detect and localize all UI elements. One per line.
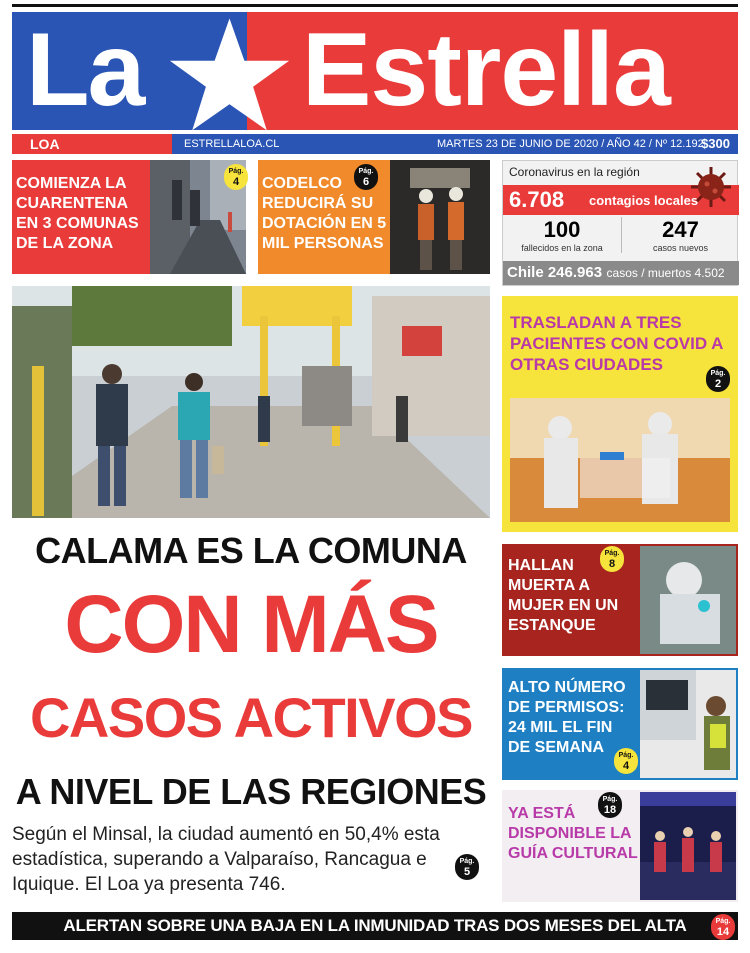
- issue-date: MARTES 23 DE JUNIO DE 2020 / AÑO 42 / Nº 12.192: [437, 138, 704, 150]
- headline-line-3: CASOS ACTIVOS: [29, 686, 473, 749]
- deaths-label: fallecidos en la zona: [521, 243, 603, 253]
- page-badge: Pág. 4: [224, 164, 248, 190]
- teaser-cuarentena[interactable]: [12, 160, 246, 274]
- chile-deaths: casos / muertos 4.502: [606, 266, 725, 280]
- story-text: TRASLADAN A TRES PACIENTES CON COVID A OTRAS CIUDADES: [510, 313, 723, 374]
- bottom-headline-text: ALERTAN SOBRE UNA BAJA EN LA INMUNIDAD TRAS DOS MESES DEL ALTA: [63, 916, 687, 935]
- local-cases-label: contagios locales: [589, 193, 699, 208]
- covid-title: Coronavirus en la región: [509, 165, 640, 179]
- deaths-value: 100: [543, 217, 581, 242]
- masthead-title-left: La: [26, 12, 144, 128]
- story-text: ALTO NÚMERO DE PERMISOS: 24 MIL EL FIN DE SEMANA: [508, 679, 626, 756]
- main-street-photo[interactable]: [12, 286, 490, 518]
- story-mujer-estanque[interactable]: [502, 544, 738, 656]
- miners-photo: [390, 160, 490, 274]
- bottom-headline[interactable]: [12, 912, 738, 940]
- top-rule: [12, 4, 738, 7]
- story-permisos[interactable]: [502, 668, 738, 780]
- page-badge: Pág. 8: [600, 546, 624, 572]
- chile-totals-bar: [503, 261, 739, 285]
- website-link[interactable]: ESTRELLALOA.CL: [184, 138, 280, 150]
- page-badge: Pág. 6: [354, 164, 378, 190]
- new-cases-stat: [621, 217, 739, 253]
- teaser-text: COMIENZA LA CUARENTENA EN 3 COMUNAS DE LA ZONA: [16, 175, 139, 252]
- forensic-photo: [640, 546, 736, 654]
- checkpoint-photo: [640, 670, 736, 778]
- teaser-text: CODELCO REDUCIRÁ SU DOTACIÓN EN 5 MIL PERSONAS: [262, 175, 387, 252]
- page-badge: Pág. 14: [711, 914, 735, 940]
- story-text: YA ESTÁ DISPONIBLE LA GUÍA CULTURAL: [508, 805, 638, 862]
- page-badge: Pág. 2: [706, 366, 730, 392]
- teaser-codelco[interactable]: [258, 160, 490, 274]
- page-badge: Pág. 5: [455, 854, 479, 880]
- info-bar: [12, 134, 738, 154]
- page-badge: Pág. 4: [614, 748, 638, 774]
- headline-line-4: A NIVEL DE LAS REGIONES: [15, 771, 487, 812]
- deaths-stat: [503, 217, 621, 253]
- star-icon: [162, 16, 297, 130]
- new-cases-value: 247: [662, 217, 699, 242]
- dance-performance-photo: [640, 792, 736, 900]
- new-cases-label: casos nuevos: [652, 243, 709, 253]
- masthead[interactable]: [12, 12, 738, 130]
- headline-line-1: CALAMA ES LA COMUNA: [35, 530, 467, 571]
- headline-body: Según el Minsal, la ciudad aumentó en 50,4% esta estadística, superando a Valparaíso, Rancagua e Iquique. El Loa ya presenta 746.: [12, 824, 440, 895]
- chile-cases: Chile 246.963: [507, 264, 603, 281]
- region-label: LOA: [12, 134, 172, 154]
- story-guia-cultural[interactable]: [502, 790, 738, 902]
- story-traslado-pacientes[interactable]: [502, 296, 738, 532]
- local-cases-value: 6.708: [509, 187, 565, 212]
- headline-line-2: CON MÁS: [64, 579, 438, 670]
- virus-icon: [689, 165, 733, 209]
- medical-transfer-photo: [510, 398, 730, 522]
- covid-stats-box[interactable]: [502, 160, 738, 286]
- page-badge: Pág. 18: [598, 792, 622, 818]
- masthead-title-right: Estrella: [302, 12, 670, 128]
- story-text: HALLAN MUERTA A MUJER EN UN ESTANQUE: [508, 557, 619, 634]
- issue-price: $300: [701, 136, 730, 151]
